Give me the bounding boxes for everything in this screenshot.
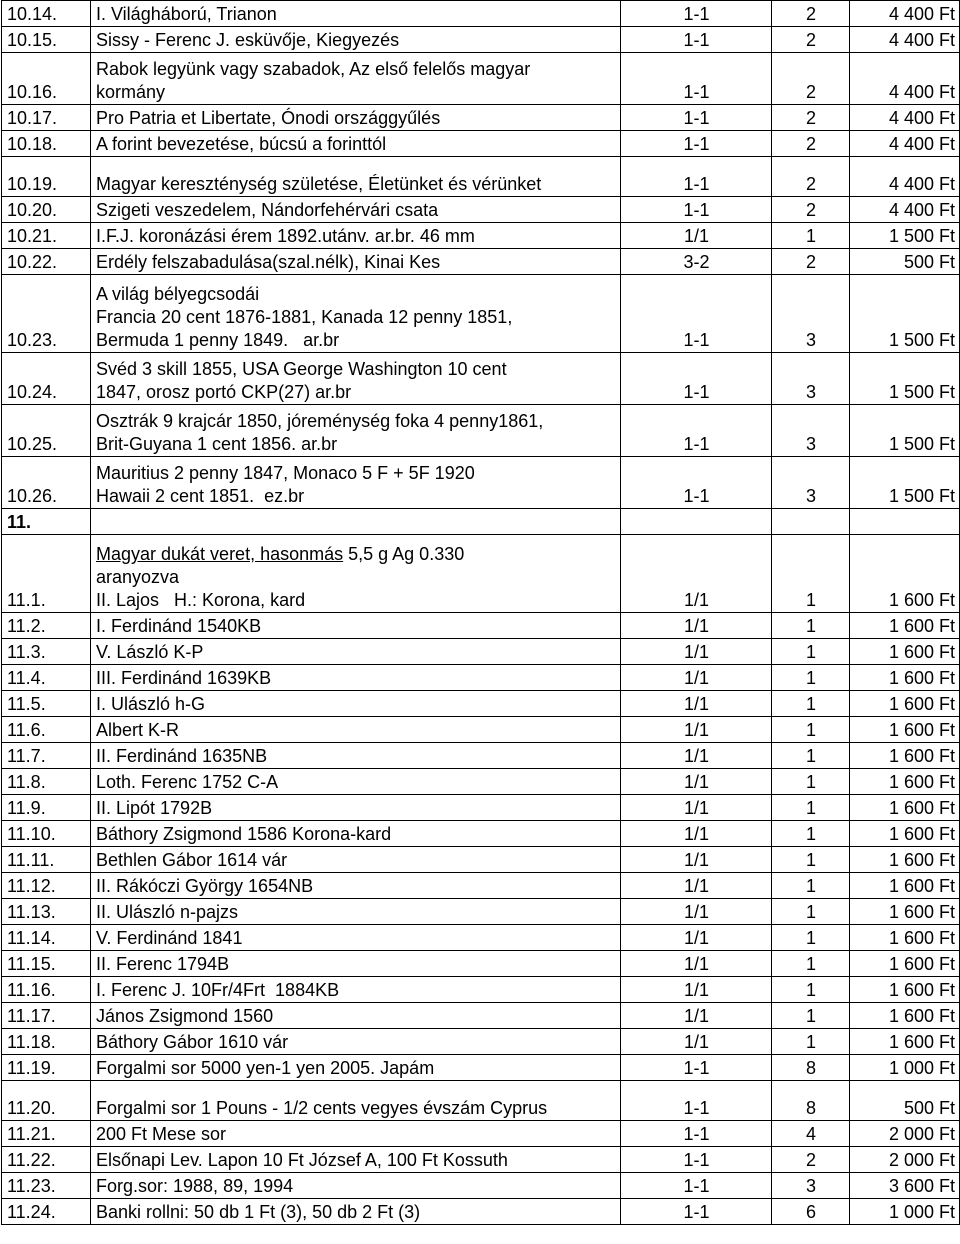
item-price: 1 500 Ft [850, 275, 960, 353]
item-code: 11.17. [2, 1003, 91, 1029]
item-code: 11.11. [2, 847, 91, 873]
item-price: 1 600 Ft [850, 743, 960, 769]
description-line: Szigeti veszedelem, Nándorfehérvári csata [96, 200, 439, 220]
table-row [2, 131, 960, 157]
item-price: 1 600 Ft [850, 717, 960, 743]
description-line: II. Ferdinánd 1635NB [96, 746, 268, 766]
item-description [91, 847, 621, 873]
description-line: A világ bélyegcsodái [96, 284, 260, 304]
item-ratio: 1/1 [621, 951, 772, 977]
item-quantity: 2 [772, 1147, 850, 1173]
item-code: 11.16. [2, 977, 91, 1003]
price-list-body [2, 1, 960, 1225]
item-description [91, 951, 621, 977]
description-line: II. Lajos H.: Korona, kard [96, 590, 306, 610]
item-quantity: 8 [772, 1055, 850, 1081]
item-description [91, 275, 621, 353]
item-price: 1 600 Ft [850, 535, 960, 613]
item-code: 11. [2, 509, 91, 535]
item-quantity: 3 [772, 405, 850, 457]
table-row [2, 1147, 960, 1173]
item-code: 11.1. [2, 535, 91, 613]
item-code: 10.25. [2, 405, 91, 457]
item-ratio: 1/1 [621, 613, 772, 639]
item-ratio: 1/1 [621, 795, 772, 821]
item-description [91, 27, 621, 53]
item-description [91, 197, 621, 223]
item-ratio: 1/1 [621, 769, 772, 795]
table-row [2, 899, 960, 925]
table-row [2, 249, 960, 275]
item-quantity: 1 [772, 717, 850, 743]
item-code: 10.16. [2, 53, 91, 105]
item-description [91, 405, 621, 457]
description-line: Forgalmi sor 1 Pouns - 1/2 cents vegyes évszám Cyprus [96, 1098, 548, 1118]
item-code: 11.10. [2, 821, 91, 847]
table-row [2, 821, 960, 847]
table-row [2, 1029, 960, 1055]
item-price: 1 500 Ft [850, 353, 960, 405]
item-code: 10.23. [2, 275, 91, 353]
description-line: Bermuda 1 penny 1849. ar.br [96, 330, 340, 350]
table-row [2, 613, 960, 639]
item-price: 1 600 Ft [850, 1029, 960, 1055]
item-price: 4 400 Ft [850, 131, 960, 157]
item-code: 10.14. [2, 1, 91, 27]
item-price: 4 400 Ft [850, 53, 960, 105]
underlined-text: Magyar dukát veret, hasonmás [96, 544, 344, 564]
item-code: 11.7. [2, 743, 91, 769]
item-code: 11.6. [2, 717, 91, 743]
description-line: Báthory Gábor 1610 vár [96, 1032, 289, 1052]
item-description [91, 353, 621, 405]
item-quantity: 8 [772, 1081, 850, 1121]
item-ratio: 1-1 [621, 1199, 772, 1225]
item-price: 4 400 Ft [850, 157, 960, 197]
item-quantity: 1 [772, 691, 850, 717]
item-ratio: 3-2 [621, 249, 772, 275]
item-ratio: 1/1 [621, 223, 772, 249]
item-description [91, 1081, 621, 1121]
item-code: 11.15. [2, 951, 91, 977]
description-line: Albert K-R [96, 720, 180, 740]
item-ratio: 1-1 [621, 131, 772, 157]
item-price: 4 400 Ft [850, 197, 960, 223]
table-row [2, 105, 960, 131]
description-line: Báthory Zsigmond 1586 Korona-kard [96, 824, 392, 844]
item-description [91, 899, 621, 925]
table-row [2, 53, 960, 105]
item-quantity: 1 [772, 743, 850, 769]
item-price: 3 600 Ft [850, 1173, 960, 1199]
table-row [2, 197, 960, 223]
item-description [91, 157, 621, 197]
table-row [2, 977, 960, 1003]
item-ratio: 1/1 [621, 847, 772, 873]
item-ratio: 1-1 [621, 1055, 772, 1081]
item-price: 500 Ft [850, 1081, 960, 1121]
item-code: 10.20. [2, 197, 91, 223]
item-description [91, 535, 621, 613]
item-price: 1 600 Ft [850, 977, 960, 1003]
description-line: Forg.sor: 1988, 89, 1994 [96, 1176, 294, 1196]
item-price: 1 000 Ft [850, 1199, 960, 1225]
item-quantity: 1 [772, 223, 850, 249]
item-quantity: 2 [772, 131, 850, 157]
item-description [91, 223, 621, 249]
table-row [2, 275, 960, 353]
item-description [91, 53, 621, 105]
description-line: V. Ferdinánd 1841 [96, 928, 243, 948]
description-line: Rabok legyünk vagy szabadok, Az első felelős magyar [96, 59, 531, 79]
item-quantity: 1 [772, 873, 850, 899]
description-line: I. Ferenc J. 10Fr/4Frt 1884KB [96, 980, 340, 1000]
description-line: Banki rollni: 50 db 1 Ft (3), 50 db 2 Ft (3) [96, 1202, 421, 1222]
description-text: 5,5 g Ag 0.330 [343, 544, 465, 564]
description-line: Erdély felszabadulása(szal.nélk), Kinai Kes [96, 252, 441, 272]
item-quantity: 3 [772, 275, 850, 353]
description-line: 1847, orosz portó CKP(27) ar.br [96, 382, 352, 402]
item-ratio: 1-1 [621, 53, 772, 105]
item-code: 11.12. [2, 873, 91, 899]
item-price: 4 400 Ft [850, 1, 960, 27]
item-ratio: 1/1 [621, 717, 772, 743]
item-quantity: 2 [772, 157, 850, 197]
item-description [91, 1029, 621, 1055]
item-description [91, 1, 621, 27]
item-ratio: 1/1 [621, 639, 772, 665]
item-description [91, 613, 621, 639]
item-price: 1 600 Ft [850, 951, 960, 977]
item-code: 11.21. [2, 1121, 91, 1147]
item-quantity: 3 [772, 457, 850, 509]
item-price: 1 600 Ft [850, 613, 960, 639]
item-ratio: 1/1 [621, 1003, 772, 1029]
item-quantity: 1 [772, 769, 850, 795]
item-price: 1 600 Ft [850, 873, 960, 899]
item-ratio: 1-1 [621, 197, 772, 223]
table-row [2, 847, 960, 873]
item-price: 1 600 Ft [850, 639, 960, 665]
item-ratio: 1/1 [621, 977, 772, 1003]
item-description [91, 105, 621, 131]
item-code: 10.22. [2, 249, 91, 275]
item-description [91, 717, 621, 743]
description-line: A forint bevezetése, búcsú a forinttól [96, 134, 387, 154]
item-description [91, 769, 621, 795]
item-quantity: 1 [772, 1029, 850, 1055]
section-header-row [2, 509, 960, 535]
item-price: 1 600 Ft [850, 925, 960, 951]
item-quantity: 1 [772, 847, 850, 873]
item-quantity: 2 [772, 249, 850, 275]
item-code: 11.14. [2, 925, 91, 951]
description-line: Magyar kereszténység születése, Életünket és vérünket [96, 174, 542, 194]
item-ratio: 1-1 [621, 275, 772, 353]
table-row [2, 795, 960, 821]
item-code: 11.19. [2, 1055, 91, 1081]
item-quantity: 2 [772, 197, 850, 223]
description-line: aranyozva [96, 567, 180, 587]
description-line: Hawaii 2 cent 1851. ez.br [96, 486, 305, 506]
item-quantity: 1 [772, 925, 850, 951]
item-description [91, 457, 621, 509]
item-ratio: 1/1 [621, 691, 772, 717]
description-line: Elsőnapi Lev. Lapon 10 Ft József A, 100 Ft Kossuth [96, 1150, 508, 1170]
item-code: 11.3. [2, 639, 91, 665]
item-ratio: 1-1 [621, 27, 772, 53]
item-price: 2 000 Ft [850, 1121, 960, 1147]
table-row [2, 157, 960, 197]
description-line: V. László K-P [96, 642, 204, 662]
item-price: 4 400 Ft [850, 27, 960, 53]
item-quantity: 3 [772, 353, 850, 405]
item-description [91, 1055, 621, 1081]
item-description [91, 639, 621, 665]
item-ratio: 1-1 [621, 457, 772, 509]
item-quantity: 2 [772, 105, 850, 131]
item-quantity [772, 509, 850, 535]
description-line: Pro Patria et Libertate, Ónodi országgyűlés [96, 108, 441, 128]
item-code: 10.18. [2, 131, 91, 157]
description-line: I. Világháború, Trianon [96, 4, 277, 24]
item-ratio: 1-1 [621, 1147, 772, 1173]
item-price: 1 500 Ft [850, 223, 960, 249]
item-description [91, 795, 621, 821]
item-quantity: 1 [772, 821, 850, 847]
item-quantity: 1 [772, 535, 850, 613]
item-price: 1 500 Ft [850, 457, 960, 509]
item-quantity: 2 [772, 53, 850, 105]
item-price: 1 000 Ft [850, 1055, 960, 1081]
item-code: 11.13. [2, 899, 91, 925]
item-price: 1 600 Ft [850, 899, 960, 925]
item-ratio: 1/1 [621, 899, 772, 925]
description-line: kormány [96, 82, 166, 102]
table-row [2, 925, 960, 951]
price-list-table [1, 0, 960, 1225]
description-line: I. Ulászló h-G [96, 694, 206, 714]
item-description [91, 249, 621, 275]
item-ratio: 1/1 [621, 873, 772, 899]
item-price: 2 000 Ft [850, 1147, 960, 1173]
item-quantity: 3 [772, 1173, 850, 1199]
table-row [2, 1, 960, 27]
item-ratio: 1/1 [621, 665, 772, 691]
item-code: 10.24. [2, 353, 91, 405]
table-row [2, 691, 960, 717]
item-description [91, 925, 621, 951]
item-description [91, 131, 621, 157]
item-ratio: 1-1 [621, 1081, 772, 1121]
item-ratio: 1-1 [621, 105, 772, 131]
item-ratio: 1-1 [621, 1, 772, 27]
item-ratio: 1/1 [621, 535, 772, 613]
item-quantity: 1 [772, 639, 850, 665]
item-code: 11.22. [2, 1147, 91, 1173]
description-line: Loth. Ferenc 1752 C-A [96, 772, 279, 792]
description-line: Mauritius 2 penny 1847, Monaco 5 F + 5F 1920 [96, 463, 475, 483]
description-line: Osztrák 9 krajcár 1850, jóreménység foka 4 penny1861, [96, 411, 544, 431]
item-quantity: 2 [772, 1, 850, 27]
description-line: János Zsigmond 1560 [96, 1006, 274, 1026]
description-line: II. Rákóczi György 1654NB [96, 876, 314, 896]
item-quantity: 1 [772, 899, 850, 925]
item-description [91, 1147, 621, 1173]
item-ratio: 1-1 [621, 405, 772, 457]
table-row [2, 1199, 960, 1225]
item-ratio: 1/1 [621, 925, 772, 951]
item-price: 1 600 Ft [850, 1003, 960, 1029]
item-quantity: 1 [772, 1003, 850, 1029]
item-ratio [621, 509, 772, 535]
description-line: Bethlen Gábor 1614 vár [96, 850, 288, 870]
description-line: I. Ferdinánd 1540KB [96, 616, 262, 636]
item-code: 11.8. [2, 769, 91, 795]
item-price [850, 509, 960, 535]
item-description [91, 1199, 621, 1225]
item-price: 500 Ft [850, 249, 960, 275]
item-code: 11.23. [2, 1173, 91, 1199]
table-row [2, 717, 960, 743]
table-row [2, 769, 960, 795]
item-ratio: 1-1 [621, 353, 772, 405]
item-description [91, 743, 621, 769]
item-code: 11.5. [2, 691, 91, 717]
description-line: II. Lipót 1792B [96, 798, 213, 818]
item-price: 1 600 Ft [850, 821, 960, 847]
item-code: 11.18. [2, 1029, 91, 1055]
description-line [96, 543, 616, 566]
item-code: 11.4. [2, 665, 91, 691]
item-price: 1 600 Ft [850, 795, 960, 821]
table-row [2, 535, 960, 613]
description-line: Svéd 3 skill 1855, USA George Washington 10 cent [96, 359, 507, 379]
item-ratio: 1-1 [621, 1173, 772, 1199]
item-description [91, 665, 621, 691]
item-quantity: 1 [772, 665, 850, 691]
item-quantity: 1 [772, 795, 850, 821]
item-description [91, 509, 621, 535]
item-code: 11.2. [2, 613, 91, 639]
item-quantity: 4 [772, 1121, 850, 1147]
item-description [91, 873, 621, 899]
item-description [91, 1173, 621, 1199]
item-quantity: 1 [772, 613, 850, 639]
item-price: 1 500 Ft [850, 405, 960, 457]
item-quantity: 2 [772, 27, 850, 53]
table-row [2, 1081, 960, 1121]
item-ratio: 1/1 [621, 821, 772, 847]
item-price: 1 600 Ft [850, 691, 960, 717]
item-price: 4 400 Ft [850, 105, 960, 131]
item-description [91, 1003, 621, 1029]
description-line: III. Ferdinánd 1639KB [96, 668, 272, 688]
item-quantity: 1 [772, 951, 850, 977]
table-row [2, 873, 960, 899]
item-quantity: 6 [772, 1199, 850, 1225]
item-code: 11.9. [2, 795, 91, 821]
description-line: Sissy - Ferenc J. esküvője, Kiegyezés [96, 30, 400, 50]
table-row [2, 665, 960, 691]
description-line: I.F.J. koronázási érem 1892.utánv. ar.br. 46 mm [96, 226, 475, 246]
table-row [2, 951, 960, 977]
item-ratio: 1-1 [621, 1121, 772, 1147]
item-code: 10.17. [2, 105, 91, 131]
item-code: 10.19. [2, 157, 91, 197]
item-code: 11.20. [2, 1081, 91, 1121]
item-description [91, 691, 621, 717]
table-row [2, 1055, 960, 1081]
item-code: 11.24. [2, 1199, 91, 1225]
table-row [2, 457, 960, 509]
item-price: 1 600 Ft [850, 665, 960, 691]
item-ratio: 1-1 [621, 157, 772, 197]
item-description [91, 977, 621, 1003]
item-code: 10.15. [2, 27, 91, 53]
item-price: 1 600 Ft [850, 769, 960, 795]
description-line: Brit-Guyana 1 cent 1856. ar.br [96, 434, 338, 454]
item-description [91, 1121, 621, 1147]
table-row [2, 1173, 960, 1199]
table-row [2, 743, 960, 769]
description-line: II. Ferenc 1794B [96, 954, 230, 974]
table-row [2, 1003, 960, 1029]
item-quantity: 1 [772, 977, 850, 1003]
item-code: 10.26. [2, 457, 91, 509]
item-ratio: 1/1 [621, 1029, 772, 1055]
description-line: Francia 20 cent 1876-1881, Kanada 12 penny 1851, [96, 307, 513, 327]
item-ratio: 1/1 [621, 743, 772, 769]
description-line: Forgalmi sor 5000 yen-1 yen 2005. Japám [96, 1058, 435, 1078]
description-line: 200 Ft Mese sor [96, 1124, 227, 1144]
item-description [91, 821, 621, 847]
table-row [2, 353, 960, 405]
table-row [2, 405, 960, 457]
item-price: 1 600 Ft [850, 847, 960, 873]
table-row [2, 1121, 960, 1147]
description-line: II. Ulászló n-pajzs [96, 902, 239, 922]
table-row [2, 223, 960, 249]
table-row [2, 27, 960, 53]
table-row [2, 639, 960, 665]
item-code: 10.21. [2, 223, 91, 249]
